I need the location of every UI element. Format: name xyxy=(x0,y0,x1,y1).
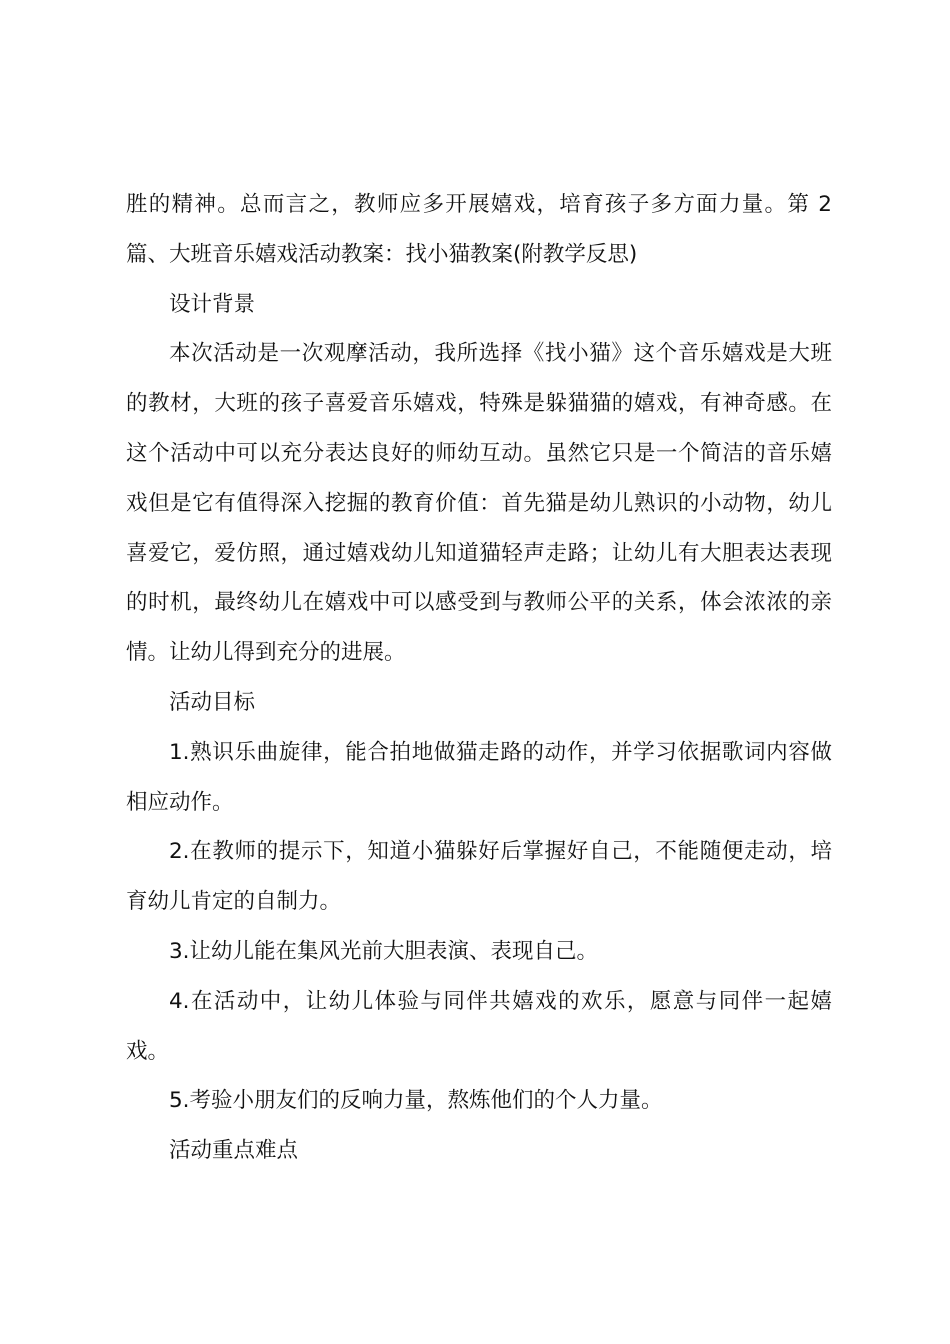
goal-item-5: 5.考验小朋友们的反响力量，熬炼他们的个人力量。 xyxy=(169,1088,663,1114)
body-paragraph: 本次活动是一次观摩活动，我所选择《找小猫》这个音乐嬉戏是大班的教材，大班的孩子喜爱音乐嬉戏，特殊是躲猫猫的嬉戏，有神奇感。在这个活动中可以充分表达良好的师幼互动。虽然它只是一个简洁的音乐嬉戏但是它有值得深入挖掘的教育价值：首先猫是幼儿熟识的小动物，幼儿喜爱它，爱仿照，通过嬉戏幼儿知道猫轻声走路；让幼儿有大胆表达表现的时机，最终幼儿在嬉戏中可以感受到与教师公平的关系，体会浓浓的亲情。让幼儿得到充分的进展。 xyxy=(126,341,832,666)
section-heading-key-points: 活动重点难点 xyxy=(169,1138,299,1164)
goal-item-3: 3.让幼儿能在集风光前大胆表演、表现自己。 xyxy=(169,938,599,964)
goal-item-1: 1.熟识乐曲旋律，能合拍地做猫走路的动作，并学习依据歌词内容做相应动作。 xyxy=(126,739,832,815)
section-heading-design-background: 设计背景 xyxy=(169,291,256,317)
document-page xyxy=(126,180,832,1176)
goal-item-2: 2.在教师的提示下，知道小猫躲好后掌握好自己，不能随便走动，培育幼儿肯定的自制力。 xyxy=(126,839,832,915)
body-paragraph: 胜的精神。总而言之，教师应多开展嬉戏，培育孩子多方面力量。第 2 篇、大班音乐嬉戏活动教案：找小猫教案(附教学反思) xyxy=(126,192,832,267)
section-heading-activity-goals: 活动目标 xyxy=(169,689,256,715)
goal-item-4: 4.在活动中，让幼儿体验与同伴共嬉戏的欢乐，愿意与同伴一起嬉戏。 xyxy=(126,988,832,1064)
